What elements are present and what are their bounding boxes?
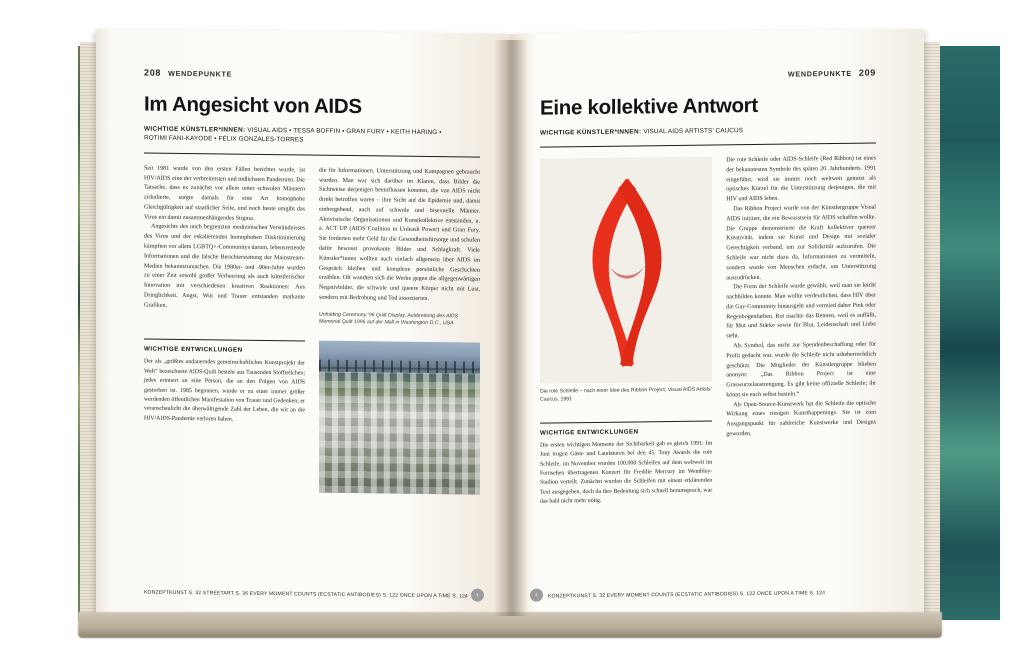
right-page (510, 29, 924, 622)
left-footer-nav[interactable] (144, 590, 480, 602)
right-running-head-label: WENDEPUNKTE (787, 68, 852, 79)
open-book (96, 34, 924, 622)
red-ribbon-icon (566, 169, 686, 370)
left-column-2 (319, 166, 480, 328)
left-page (96, 29, 510, 622)
right-development-heading: WICHTIGE ENTWICKLUNGEN (540, 428, 639, 437)
next-page-arrow-icon[interactable]: › (471, 589, 484, 602)
prev-page-arrow-icon[interactable]: ‹ (530, 589, 543, 602)
right-upper-set (540, 155, 876, 508)
red-ribbon-image (540, 157, 712, 384)
left-running-head (144, 68, 480, 82)
book-lower-edge (78, 612, 942, 638)
left-development-box (144, 339, 305, 426)
right-footer-nav[interactable] (535, 590, 876, 602)
left-development-text: Der als „größtes andauerndes gemeinschaftliches Kunstprojekt der Welt“ bezeichnete AIDS-Quilt besteht aus Tausenden Stoffteilchen; jedes erinnert an eine Person, die an den Folgen von AIDS gestorben ist. 1985 begonnen, wurde er zu einer immer größer werdenden öffentlichen Manifestation von Trauer und Gedenken; er veranschaulicht die überwältigende Zahl der Leben, die wir an die HIV/AIDS-Pandemie verloren haben. (144, 358, 305, 423)
left-artists-line (144, 124, 444, 147)
left-running-head-label: WENDEPUNKTE (168, 68, 233, 79)
left-image-caption: Unfolding Ceremony '96 Quilt Display, Ausbreitung des AIDS Memorial Quilt 1996 auf der Mall in Washington D.C., USA (319, 311, 459, 327)
left-footer-items: KONZEPTKUNST S. 32 STREETART S. 36 EVERY MOMENT COUNTS (ECSTATIC ANTIBODIES) S. 122 ONCE UPON A TIME S. 124 (144, 589, 468, 600)
right-development-box (540, 420, 712, 507)
left-development-column (144, 329, 305, 493)
left-folio: 208 (144, 67, 162, 78)
paragraph: Als Symbol, das nicht zur Spendenbeschaffung oder für Profit gedacht war, wurde die Schleife nicht urheberrechtlich geschützt. Die Mitglieder der Künstlergruppe blieben anonym: „Das Ribbon Project ist eine Graswurzelanstrengung. Es gibt keine offizielle Schleife; ihr könnt sie euch selbst basteln.“ (726, 341, 876, 399)
left-artists-list: VISUAL AIDS • TESSA BOFFIN • GRAN FURY • KEITH HARING • ROTIMI FANI-KAYODE • FÉLIX GONZALES-TORRES (144, 126, 442, 144)
aids-quilt-photo (319, 341, 480, 495)
left-column-set (144, 164, 480, 329)
paragraph: Angesichts des noch begrenzten medizinischen Verständnisses des Virus und der eskalierenden homophoben Diskriminierung kämpften vor allem LGBTQ+-Communitys darum, lebensrettende Informationen und die falsche Berichterstattung der Mainstream-Medien bekanntzumachen. Die 1980er- und -90er-Jahre wurden zu einer Zeit sowohl großer Verheerung als auch künstlerischer Innovation mit verschiedenen kreativen Reaktionen: Aus Dringlichkeit, Angst, Wut und Trauer entstanden markante Grafiken, (144, 224, 305, 309)
right-text-column (726, 155, 876, 505)
right-artists-label: WICHTIGE KÜNSTLER*INNEN: (540, 127, 642, 137)
right-ribbon-column (540, 157, 712, 508)
left-lower-set (144, 329, 480, 495)
paragraph: Als Open-Source-Kunstwerk hat die Schleife die optische Wirkung eines riesigen Kunsthappenings. Sie ist zum Ausgangspunkt für zahlreiche Kunstwerke und Designs geworden. (726, 400, 876, 438)
left-photo-column (319, 331, 480, 495)
right-title-rule (540, 143, 876, 148)
paragraph: Seit 1981 wurde von den ersten Fällen berichtet wurde, ist HIV/AIDS eine der verbreitetsten und tödlichsten Pandemien. Die Tatsache, dass es zunächst vor allem unter schwulen Männern zirkulierte, sorgte damals für eine Art homophobe Gleichgültigkeit auf staatlicher Seite, und noch heute umgibt das Virus ein damit zusammenhängendes Stigma. (144, 165, 305, 222)
left-artists-label: WICHTIGE KÜNSTLER*INNEN: (144, 125, 246, 134)
paragraph: Die rote Schleife oder AIDS-Schleife (Red Ribbon) ist eines der bekanntesten Symbole des späten 20. Jahrhunderts. 1991 eingeführt, wird sie immer noch weltweit genutzt als optisches Kürzel für die Unterstützung derjenigen, die mit HIV und AIDS leben. (726, 155, 876, 203)
photo-quilt-grid (319, 371, 480, 495)
right-page-title: Eine kollektive Antwort (540, 93, 758, 120)
right-running-head (540, 68, 876, 82)
left-title-rule (144, 152, 480, 157)
right-folio: 209 (858, 67, 876, 78)
paragraph: die für Informationen, Unterstützung und Kampagnen gebraucht wurden. Man war sich darüber im Klaren, dass Bilder die Sichtweise derjenigen beeinflussen konnten, die von AIDS nicht direkt betroffen waren – ihre Sicht auf die Epidemie und, damit einhergehend, auch auf schwule und bisexuelle Männer. Aktivistische Organisationen und Kunstkollektive entstanden, u. a. ACT UP (AIDS Coalition to Unleash Power) und Gran Fury. Sie forderten mehr Geld für die Gesundheitsfürsorge und schufen dafür bewusst provokante Bilder und Schlagkraft. Viele Künstler*innen wollten auch einfach allgemein über AIDS im Gespräch bleiben und komplexe persönliche Geschichten erzählen. Oft wandten sich die Werke gegen die allgegenwärtigen Negativbilder, die schwule und queere Körper nicht mit Lust, sondern mit Bedrohung und Tod assoziierten. (319, 167, 480, 302)
paragraph: Die Form der Schleife wurde gewählt, weil man sie leicht nachbilden konnte. Man wollte verdeutlichen, dass HIV über die Gay-Community hinausgeht und vermied daher Pink oder Regenbogenfarben. Rot machte das Rennen, weil es auffällt, für Mut und Stärke sowie für Blut, Leidenschaft und Liebe steht. (726, 282, 876, 340)
right-image-caption: Die rote Schleife – nach einer Idee des Ribbon Project, Visual AIDS Artists’ Caucus, 1991 (540, 386, 712, 403)
left-development-heading: WICHTIGE ENTWICKLUNGEN (144, 345, 243, 354)
right-development-text: Die ersten wichtigen Momente der Sichtbarkeit gab es gleich 1991: Im Juni trugen Gäste und Laudatoren bei den 45. Tony Awards die rote Schleife, im November wurden 100.000 Schleifen auf dem weltweit im Fernsehen übertragenen Konzert für Freddie Mercury im Wembley-Stadion verteilt. Zunächst wurden die Schleifen mit einem erklärenden Text ausgegeben, doch da ihre Bedeutung sich schnell herumsprach, war das bald nicht mehr nötig. (540, 440, 713, 505)
right-footer-items: KONZEPTKUNST S. 32 EVERY MOMENT COUNTS (ECSTATIC ANTIBODIES) S. 122 ONCE UPON A TIME S. 124 (548, 590, 826, 600)
left-page-title: Im Angesicht von AIDS (144, 92, 362, 119)
right-artists-list: VISUAL AIDS ARTISTS’ CAUCUS (643, 126, 744, 135)
paragraph: Das Ribbon Project wurde von der Künstlergruppe Visual AIDS initiiert, die ein Bewusstsein für AIDS schaffen wollte. Die Gruppe demonstrierte die Kraft kollektiver queerer Kreativität, indem sie Kunst und Design mit sozialer Gerechtigkeit verband, um zur Solidarität aufzurufen. Die Schleife war nicht dazu da, Informationen zu vermitteln, sondern wurde von Menschen erdacht, um Unterstützung auszudrücken. (726, 204, 876, 281)
page-edges-right (922, 42, 940, 617)
right-artists-line (540, 124, 840, 137)
left-column-1 (144, 164, 305, 326)
